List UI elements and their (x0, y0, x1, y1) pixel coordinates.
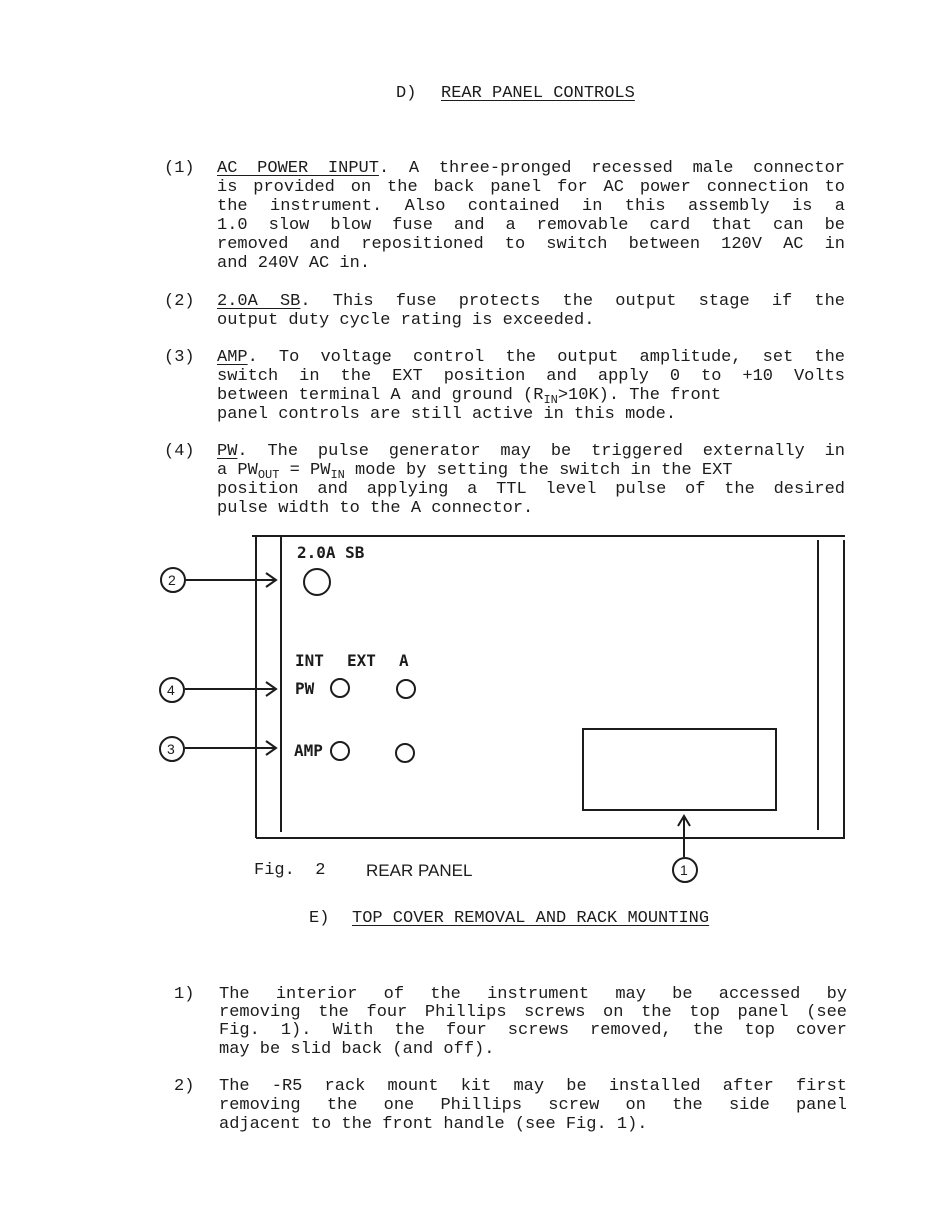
amp-label: AMP (294, 741, 323, 760)
item-heading: AMP (217, 348, 248, 367)
text-line: removing the one Phillips screw on the side panel (219, 1096, 847, 1115)
text-line: The -R5 rack mount kit may be installed after first (219, 1077, 847, 1096)
ext-label: EXT (347, 651, 376, 670)
text-line: is provided on the back panel for AC power connection to (217, 178, 845, 197)
text-line: the instrument. Also contained in this assembly is a (217, 197, 845, 216)
text-line: adjacent to the front handle (see Fig. 1). (219, 1115, 648, 1134)
amp-int-jack (331, 742, 349, 760)
text-run: >10K). The front (557, 386, 722, 405)
text-run: . A three-pronged recessed male connector (378, 159, 845, 178)
text-line: switch in the EXT position and apply 0 to +10 Volts (217, 367, 845, 386)
item-number: 1) (174, 985, 195, 1004)
item-heading: 2.0A SB (217, 292, 301, 311)
text-run: R (533, 386, 544, 405)
item-heading: PW (217, 442, 238, 461)
section-e-letter: E) (309, 909, 330, 928)
item-number: (4) (164, 442, 195, 461)
text-line: Fig. 1). With the four screws removed, the top cover (219, 1021, 847, 1040)
text-line: The interior of the instrument may be accessed by (219, 985, 847, 1004)
text-line: output duty cycle rating is exceeded. (217, 311, 595, 330)
text-run: a PW (217, 461, 258, 480)
text-line: removed and repositioned to switch between 120V AC in (217, 235, 845, 254)
text-line: position and applying a TTL level pulse of the desired (217, 480, 845, 499)
text-line: 1.0 slow blow fuse and a removable card that can be (217, 216, 845, 235)
section-e-title: TOP COVER REMOVAL AND RACK MOUNTING (352, 909, 710, 928)
figure-caption-number: Fig. 2 (254, 861, 326, 880)
item-number: (2) (164, 292, 195, 311)
subscript: OUT (257, 468, 280, 482)
amp-a-jack (396, 744, 414, 762)
section-d-letter: D) (396, 84, 417, 103)
item-number: (3) (164, 348, 195, 367)
subscript: IN (330, 468, 345, 482)
section-d-title: REAR PANEL CONTROLS (441, 84, 635, 103)
text-line: pulse width to the A connector. (217, 499, 534, 518)
text-line: may be slid back (and off). (219, 1040, 495, 1059)
text-line: and 240V AC in. (217, 254, 371, 273)
callout-number-4: 4 (167, 682, 175, 698)
pw-a-jack (397, 680, 415, 698)
pw-label: PW (295, 679, 315, 698)
fuse-holder (304, 569, 330, 595)
text-run: between terminal A and ground ( (217, 386, 534, 405)
callout-number-2: 2 (168, 572, 176, 588)
item-number: (1) (164, 159, 195, 178)
a-label: A (399, 651, 409, 670)
text-run: . This fuse protects the output stage if the (300, 292, 845, 311)
text-run: mode by setting the switch in the EXT (344, 461, 733, 480)
text-line: panel controls are still active in this mode. (217, 405, 677, 424)
text-run: . To voltage control the output amplitude, set the (247, 348, 845, 367)
int-label: INT (295, 651, 324, 670)
callout-number-3: 3 (167, 741, 175, 757)
figure-caption-title: REAR PANEL (366, 861, 473, 880)
pw-int-jack (331, 679, 349, 697)
text-run: . The pulse generator may be triggered externally in (237, 442, 845, 461)
ac-input-receptacle (583, 729, 776, 810)
text-line: removing the four Phillips screws on the top panel (see (219, 1003, 847, 1022)
text-run: = PW (279, 461, 331, 480)
item-number: 2) (174, 1077, 195, 1096)
fuse-label: 2.0A SB (297, 543, 365, 562)
subscript: IN (543, 393, 558, 407)
callout-number-1: 1 (680, 862, 688, 878)
item-heading: AC POWER INPUT (217, 159, 379, 178)
